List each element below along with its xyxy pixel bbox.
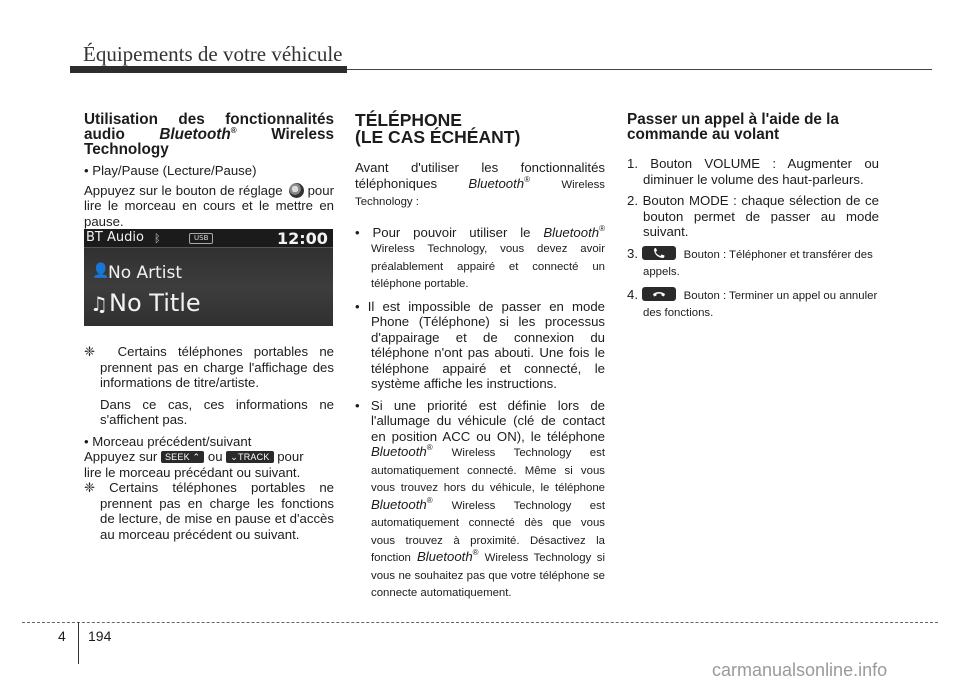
display-artist: No Artist (108, 263, 183, 283)
play-pause-text: Appuyez sur le bouton de réglage pour lire le morceau en cours et le mettre en pause. (84, 182, 334, 229)
music-note-icon: ♫ (90, 292, 108, 316)
display-clock: 12:00 (277, 229, 328, 248)
column-telephone (355, 112, 605, 602)
section-heading-bt-audio-2: Technology (84, 141, 169, 158)
steering-item-volume: 1. Bouton VOLUME : Augmenter ou diminuer le volume des haut-parleurs. (627, 156, 879, 187)
note-playback-support: ❈ Certains téléphones portables ne prennent pas en charge les fonctions de lecture, de mise en pause et d'accès au morceau précédent ou suivant. (84, 480, 334, 542)
chapter-number: 4 (58, 628, 66, 644)
page-header-title: Équipements de votre véhicule (83, 42, 343, 66)
person-icon: 👤 (92, 263, 110, 279)
display-mode: BT Audio (86, 230, 144, 245)
end-call-icon (642, 287, 676, 301)
seek-button-icon: SEEK ⌃ (161, 451, 204, 463)
phone-intro: Avant d'utiliser les fonctionnalités téléphoniques Bluetooth® Wireless Technology : (355, 160, 605, 208)
header-bar (70, 66, 347, 73)
footer-rule (22, 622, 938, 623)
prev-next-text: Appuyez sur SEEK ⌃ ou ⌄TRACK pour lire le morceau précédant ou suivant. (84, 449, 304, 480)
phone-bullet-2: • Il est impossible de passer en mode Phone (Téléphone) si les processus d'appairage et de connexion du téléphone n'ont pas abouti. Une fois le téléphone appairé et connecté, le système affiche les instructions. (355, 298, 605, 391)
page-number: 194 (88, 628, 112, 644)
watermark: carmanualsonline.info (712, 660, 888, 680)
column-steering-call (627, 112, 879, 322)
phone-bullet-1: • Pour pouvoir utiliser le Bluetooth® Wireless Technology, vous devez avoir préalablement appairé et connecté un téléphone portable. (355, 223, 605, 290)
column-bt-audio (84, 112, 334, 229)
steering-item-call: 3. Bouton : Téléphoner et transférer des appels. (627, 245, 873, 278)
note-title-artist: ❈ Certains téléphones portables ne prennent pas en charge l'affichage des informations de titre/artiste. (84, 344, 335, 390)
footer-divider (78, 622, 79, 664)
phone-bullet-3: • Si une priorité est définie lors de l'allumage du véhicule (clé de contact en position ACC ou ON), le téléphone Bluetooth® Wireless Technology est automatiquement connecté. Même si vous vous trouvez hors du véhicule, le téléphone Bluetooth® Wireless Technology est automatiquement connecté dès que vous vous trouvez à proximité. Désactivez la fonction Bluetooth® Wireless Technology si vous ne souhaitez pas que votre téléphone se connecte automatiquement. (355, 397, 605, 599)
bullet-prev-next: • Morceau précédent/suivant (84, 433, 252, 449)
section-heading-telephone: TÉLÉPHONE (LE CAS ÉCHÉANT) (355, 110, 521, 147)
call-icon (642, 246, 676, 260)
tune-knob-icon (289, 183, 304, 198)
note-title-artist-2: Dans ce cas, ces informations ne s'affichent pas. (100, 396, 334, 427)
bullet-play-pause: • Play/Pause (Lecture/Pause) (84, 163, 257, 178)
column-bt-audio-lower (84, 344, 334, 542)
display-title: No Title (109, 289, 201, 317)
bluetooth-icon: ᛒ (154, 232, 161, 245)
section-heading-steering-call: Passer un appel à l'aide de la commande au volant (627, 111, 839, 143)
track-button-icon: ⌄TRACK (226, 451, 273, 463)
section-heading-bt-audio: Utilisation des fonctionnalités audio Bluetooth® Wireless (84, 111, 334, 143)
steering-item-mode: 2. Bouton MODE : chaque sélection de ce bouton permet de passer au mode suivant. (627, 193, 879, 239)
header-rule (347, 69, 932, 70)
steering-item-end-call: 4. Bouton : Terminer un appel ou annuler des fonctions. (627, 286, 878, 319)
usb-badge: USB (189, 233, 213, 244)
bt-audio-display (84, 229, 333, 326)
